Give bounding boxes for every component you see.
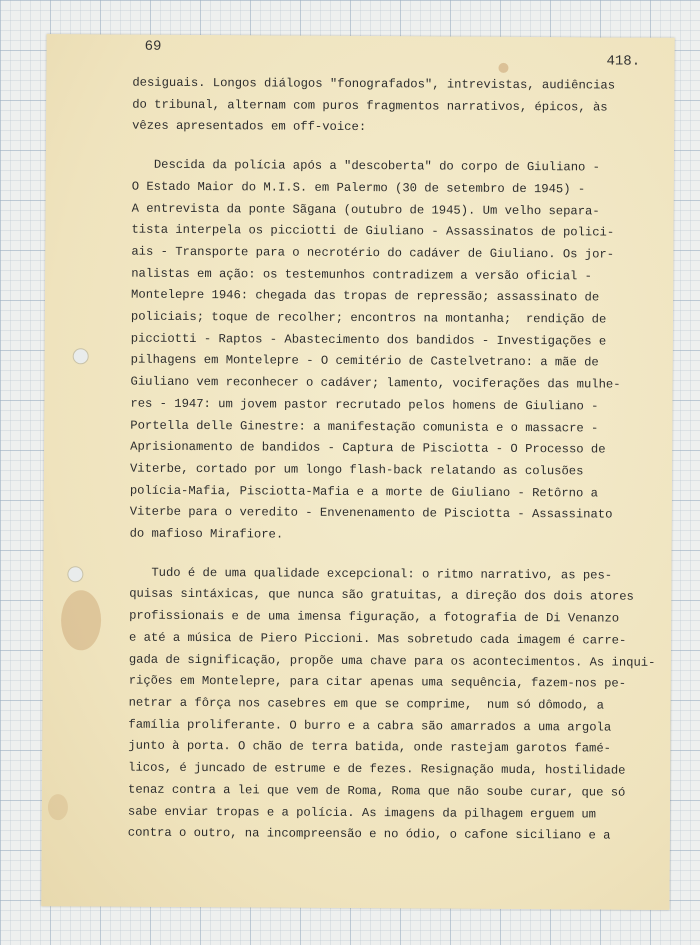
text-line: profissionais e de uma imensa figuração, a fotografia de Di Venanzo — [129, 608, 620, 626]
text-line: sabe enviar tropas e a polícia. As imagens da pilhagem erguem um — [127, 804, 597, 821]
stain-mark — [61, 590, 101, 650]
page-number-left: 69 — [144, 38, 162, 55]
punch-hole — [67, 566, 83, 582]
text-line: Aprisionamento de bandidos - Captura de Pisciotta - O Processo de — [130, 439, 606, 457]
text-line: Viterbe para o veredito - Envenenamento de Pisciotta - Assassinato — [129, 504, 613, 522]
stain-mark — [48, 794, 68, 820]
body-text — [127, 73, 656, 848]
text-line: O Estado Maior do M.I.S. em Palermo (30 de setembro de 1945) - — [131, 179, 586, 197]
text-line: Viterbe, cortado por um longo flash-back relatando as colusões — [129, 461, 584, 479]
text-line: Tudo é de uma qualidade excepcional: o ritmo narrativo, as pes- — [151, 565, 613, 583]
text-line: junto à porta. O chão de terra batida, onde rastejam garotos famé- — [128, 738, 612, 756]
text-line: nalistas em ação: os testemunhos contradizem a versão oficial - — [131, 266, 593, 284]
text-line: A entrevista da ponte Sãgana (outubro de 1945). Um velho separa- — [131, 201, 600, 218]
text-line: vêzes apresentados em off-voice: — [132, 119, 367, 135]
text-line: polícia-Mafia, Pisciotta-Mafia e a morte de Giuliano - Retôrno a — [129, 483, 598, 501]
text-line: pilhagens em Montelepre - O cemitério de Castelvetrano: a mãe de — [130, 353, 599, 370]
text-line: quisas sintáxicas, que nunca são gratuitas, a direção dos dois atores — [129, 587, 634, 605]
punch-hole — [73, 348, 89, 364]
text-line: Descida da polícia após a "descoberta" do corpo de Giuliano - — [153, 157, 601, 175]
text-line: policiais; toque de recolher; encontros na montanha; rendição de — [130, 309, 607, 327]
text-line: licos, é juncado de estrume e de fezes. Resignação muda, hostilidade — [128, 760, 626, 778]
text-line: netrar a fôrça nos casebres em que se comprime, num só dômodo, a — [128, 695, 605, 713]
text-line: rições em Montelepre, para citar apenas uma sequência, fazem-nos pe- — [128, 673, 627, 691]
text-line: picciotti - Raptos - Abastecimento dos bandidos - Investigações e — [130, 331, 607, 349]
text-line: contra o outro, na incompreensão e no ódio, o cafone siciliano e a — [127, 825, 611, 843]
document-page — [41, 34, 674, 910]
text-line: ais - Transporte para o necrotério do cadáver de Giuliano. Os jor- — [131, 244, 615, 262]
text-line: família proliferante. O burro e a cabra são amarrados a uma argola — [128, 717, 612, 735]
stain-mark — [498, 63, 508, 73]
text-line: Giuliano vem reconhecer o cadáver; lamento, vociferações das mulhe- — [130, 374, 621, 392]
text-line: do tribunal, alternam com puros fragmentos narrativos, épicos, às — [132, 97, 608, 115]
text-line: Portella delle Ginestre: a manifestação comunista e o massacre - — [130, 418, 599, 436]
text-line: tista interpela os picciotti de Giuliano - Assassinatos de polici- — [131, 222, 615, 240]
text-line: desiguais. Longos diálogos "fonografados", intrevistas, audiências — [132, 75, 616, 93]
text-line: e até a música de Piero Piccioni. Mas sobretudo cada imagem é carre- — [128, 630, 627, 648]
text-line: tenaz contra a lei que vem de Roma, Roma que não soube curar, que só — [128, 782, 626, 800]
page-number-right: 418. — [606, 53, 641, 70]
text-line: gada de significação, propõe uma chave para os acontecimentos. As inqui- — [128, 652, 656, 670]
text-line: res - 1947: um jovem pastor recrutado pelos homens de Giuliano - — [130, 396, 599, 414]
text-line: Montelepre 1946: chegada das tropas de repressão; assassinato de — [131, 287, 600, 305]
text-line: do mafioso Mirafiore. — [129, 526, 284, 542]
